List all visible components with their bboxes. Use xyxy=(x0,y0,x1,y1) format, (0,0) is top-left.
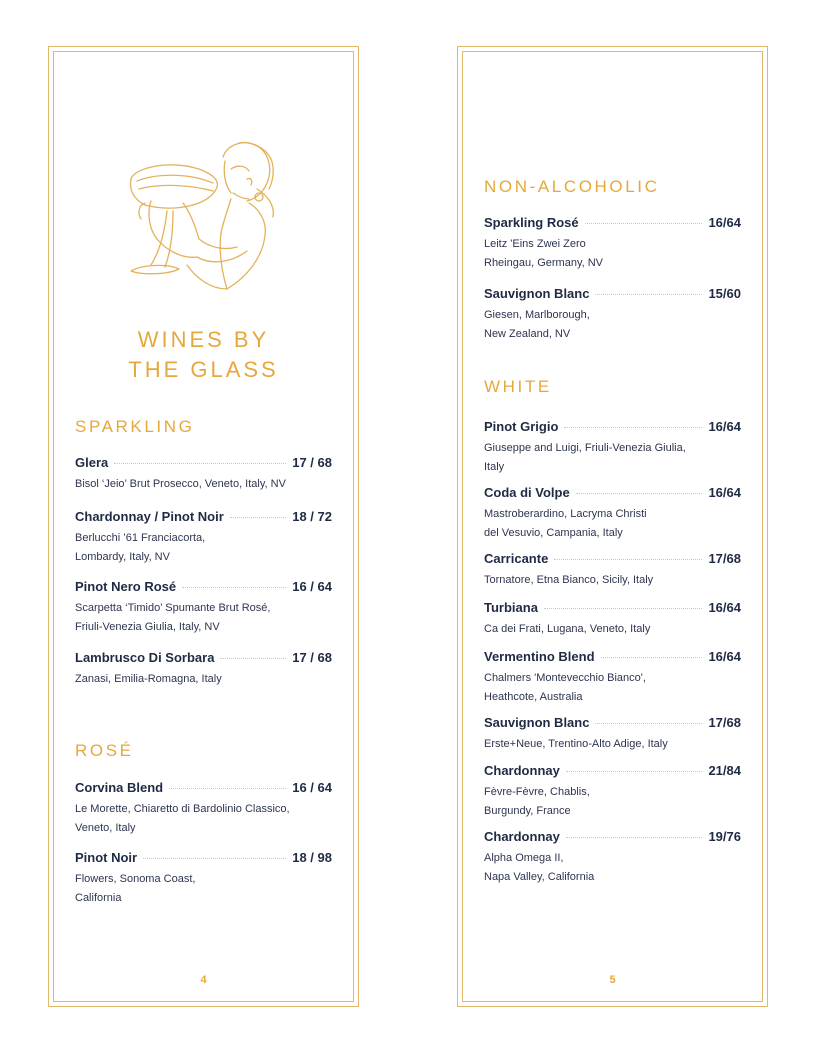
wine-description: Fèvre-Fèvre, Chablis, xyxy=(484,786,590,798)
dot-leader xyxy=(601,657,703,658)
dot-leader xyxy=(566,837,703,838)
wine-price: 17 / 68 xyxy=(292,650,332,665)
dot-leader xyxy=(576,493,703,494)
dot-leader xyxy=(220,658,286,659)
wine-name: Vermentino Blend xyxy=(484,649,595,664)
section-title-white: WHITE xyxy=(484,377,552,396)
wine-item xyxy=(484,551,741,600)
wine-description: Chalmers 'Montevecchio Bianco', xyxy=(484,672,646,684)
wine-description: California xyxy=(75,891,122,904)
wine-name: Sparkling Rosé xyxy=(484,215,579,230)
wine-description: Zanasi, Emilia-Romagna, Italy xyxy=(75,673,222,685)
wine-item xyxy=(484,215,741,286)
wine-list-sparkling xyxy=(75,455,332,689)
wine-price: 15/60 xyxy=(708,286,741,301)
wine-item xyxy=(484,600,741,649)
wine-description: Erste+Neue, Trentino-Alto Adige, Italy xyxy=(484,738,668,750)
wine-price: 16/64 xyxy=(708,600,741,615)
menu-title-line-1: WINES BY xyxy=(137,327,270,352)
wine-item xyxy=(484,485,741,551)
wine-price: 18 / 98 xyxy=(292,850,332,865)
wine-item xyxy=(75,780,332,850)
wine-name: Lambrusco Di Sorbara xyxy=(75,650,215,665)
wine-price: 16/64 xyxy=(708,485,741,500)
dot-leader xyxy=(564,427,702,428)
wine-name: Sauvignon Blanc xyxy=(484,715,590,730)
wine-price: 16 / 64 xyxy=(292,579,332,594)
wine-description: Burgundy, France xyxy=(484,804,571,817)
wine-name: Chardonnay xyxy=(484,763,560,778)
menu-title xyxy=(49,325,358,385)
dot-leader xyxy=(595,294,702,295)
wine-description: Italy xyxy=(484,460,505,473)
wine-description: Le Morette, Chiaretto di Bardolinio Classico, xyxy=(75,803,290,815)
wine-description: Tornatore, Etna Bianco, Sicily, Italy xyxy=(484,574,654,586)
wine-item xyxy=(75,509,332,579)
wine-list-non-alcoholic xyxy=(484,215,741,343)
page-number: 5 xyxy=(609,974,616,986)
wine-name: Coda di Volpe xyxy=(484,485,570,500)
wine-price: 19/76 xyxy=(708,829,741,844)
wine-price: 17 / 68 xyxy=(292,455,332,470)
wine-name: Pinot Nero Rosé xyxy=(75,579,177,594)
wine-item xyxy=(75,850,332,907)
dot-leader xyxy=(230,517,286,518)
wine-price: 16/64 xyxy=(708,215,741,230)
wine-price: 16/64 xyxy=(708,419,741,434)
wine-name: Sauvignon Blanc xyxy=(484,286,590,301)
wine-price: 18 / 72 xyxy=(292,509,332,524)
woman-drinking-illustration-icon xyxy=(127,139,279,301)
wine-description: Scarpetta ‘Timido’ Spumante Brut Rosé, xyxy=(75,602,271,614)
wine-item xyxy=(484,763,741,829)
dot-leader xyxy=(566,771,703,772)
page-number: 4 xyxy=(200,974,207,986)
wine-price: 21/84 xyxy=(708,763,741,778)
wine-price: 17/68 xyxy=(708,715,741,730)
wine-description: Bisol ‘Jeio’ Brut Prosecco, Veneto, Italy, NV xyxy=(75,478,286,490)
wine-list-rose xyxy=(75,780,332,907)
section-title-rose: ROSÉ xyxy=(75,741,134,760)
dot-leader xyxy=(143,858,286,859)
wine-description: Rheingau, Germany, NV xyxy=(484,256,604,269)
wine-description: Leitz 'Eins Zwei Zero xyxy=(484,238,586,250)
wine-name: Carricante xyxy=(484,551,549,566)
wine-description: Mastroberardino, Lacryma Christi xyxy=(484,508,647,520)
wine-list-white xyxy=(484,419,741,886)
wine-description: Veneto, Italy xyxy=(75,821,136,834)
wine-description: Ca dei Frati, Lugana, Veneto, Italy xyxy=(484,623,651,635)
dot-leader xyxy=(585,223,703,224)
section-title-sparkling: SPARKLING xyxy=(75,417,195,436)
wine-name: Chardonnay xyxy=(484,829,560,844)
wine-name: Chardonnay / Pinot Noir xyxy=(75,509,224,524)
menu-page-right xyxy=(457,46,768,1007)
wine-name: Corvina Blend xyxy=(75,780,164,795)
dot-leader xyxy=(554,559,702,560)
wine-description: New Zealand, NV xyxy=(484,327,571,340)
wine-price: 16 / 64 xyxy=(292,780,332,795)
dot-leader xyxy=(114,463,286,464)
wine-item xyxy=(484,829,741,886)
wine-price: 17/68 xyxy=(708,551,741,566)
dot-leader xyxy=(169,788,286,789)
wine-description: Giesen, Marlborough, xyxy=(484,309,590,321)
dot-leader xyxy=(544,608,703,609)
wine-price: 16/64 xyxy=(708,649,741,664)
wine-name: Pinot Noir xyxy=(75,850,138,865)
dot-leader xyxy=(595,723,702,724)
wine-item xyxy=(484,286,741,343)
wine-name: Glera xyxy=(75,455,109,470)
wine-name: Turbiana xyxy=(484,600,538,615)
wine-description: Lombardy, Italy, NV xyxy=(75,550,170,563)
wine-name: Pinot Grigio xyxy=(484,419,559,434)
wine-item xyxy=(484,715,741,763)
wine-description: del Vesuvio, Campania, Italy xyxy=(484,526,623,539)
wine-item xyxy=(484,419,741,485)
wine-item xyxy=(75,650,332,689)
wine-item xyxy=(75,455,332,509)
wine-description: Heathcote, Australia xyxy=(484,690,583,703)
wine-description: Berlucchi ’61 Franciacorta, xyxy=(75,532,206,544)
section-title-non-alcoholic: NON-ALCOHOLIC xyxy=(484,177,660,196)
wine-description: Friuli-Venezia Giulia, Italy, NV xyxy=(75,620,220,633)
wine-description: Alpha Omega II, xyxy=(484,852,564,864)
wine-description: Napa Valley, California xyxy=(484,870,595,883)
wine-description: Flowers, Sonoma Coast, xyxy=(75,873,196,885)
menu-page-left xyxy=(48,46,359,1007)
dot-leader xyxy=(182,587,286,588)
menu-title-line-2: THE GLASS xyxy=(128,357,279,382)
wine-description: Giuseppe and Luigi, Friuli-Venezia Giulia, xyxy=(484,442,686,454)
wine-item xyxy=(75,579,332,650)
wine-item xyxy=(484,649,741,715)
